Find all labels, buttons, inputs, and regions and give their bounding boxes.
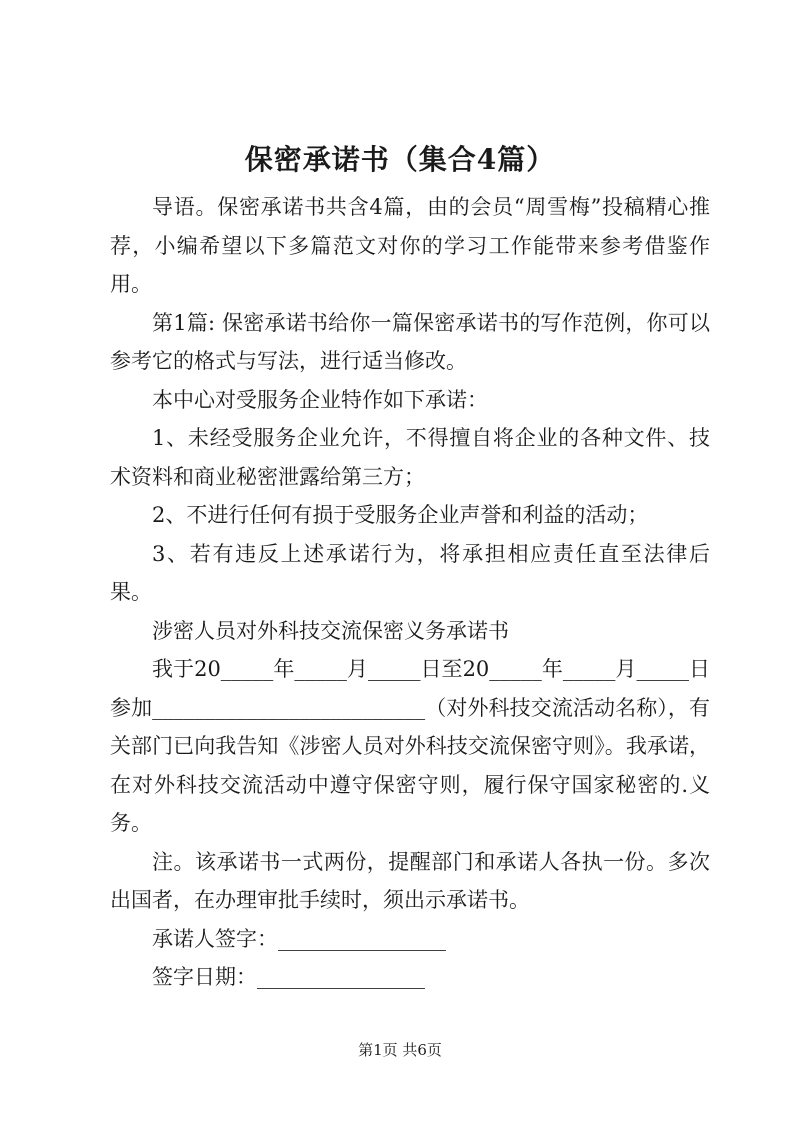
paragraph-pledge: 我于20_____年_____月_____日至20_____年_____月_____日参加__________________________（对外科技交流活动名称），有关部门已向我告知《涉密人员对外科技交流保密守则》。我承诺，在对外科技交流活动中遵守保密守则，履行保守国家秘密的.义务。 (110, 657, 710, 835)
paragraph-part1: 第1篇: 保密承诺书给你一篇保密承诺书的写作范例，你可以参考它的格式与写法，进行适当修改。 (110, 310, 710, 373)
page-footer: 第1页 共6页 (358, 1041, 442, 1059)
paragraph-subtitle: 涉密人员对外科技交流保密义务承诺书 (152, 618, 509, 643)
paragraph-item-1: 1、未经受服务企业允许，不得擅自将企业的各种文件、技术资料和商业秘密泄露给第三方； (110, 426, 710, 489)
paragraph-item-2: 2、不进行任何有损于受服务企业声誉和利益的活动； (152, 503, 649, 527)
paragraph-intro: 导语。保密承诺书共含4篇，由的会员“周雪梅”投稿精心推荐，小编希望以下多篇范文对你的学习工作能带来参考借鉴作用。 (110, 195, 710, 296)
signature-line: 承诺人签字：________________ (152, 926, 446, 951)
paragraph-note: 注。该承诺书一式两份，提醒部门和承诺人各执一份。多次出国者，在办理审批手续时，须出示承诺书。 (110, 849, 710, 912)
signature-date-line: 签字日期：________________ (152, 965, 425, 989)
document-title: 保密承诺书（集合4篇） (244, 143, 556, 176)
paragraph-item-3: 3、若有违反上述承诺行为，将承担相应责任直至法律后果。 (110, 541, 710, 604)
paragraph-commitment-lead: 本中心对受服务企业特作如下承诺： (152, 387, 488, 412)
document-body (110, 188, 710, 997)
